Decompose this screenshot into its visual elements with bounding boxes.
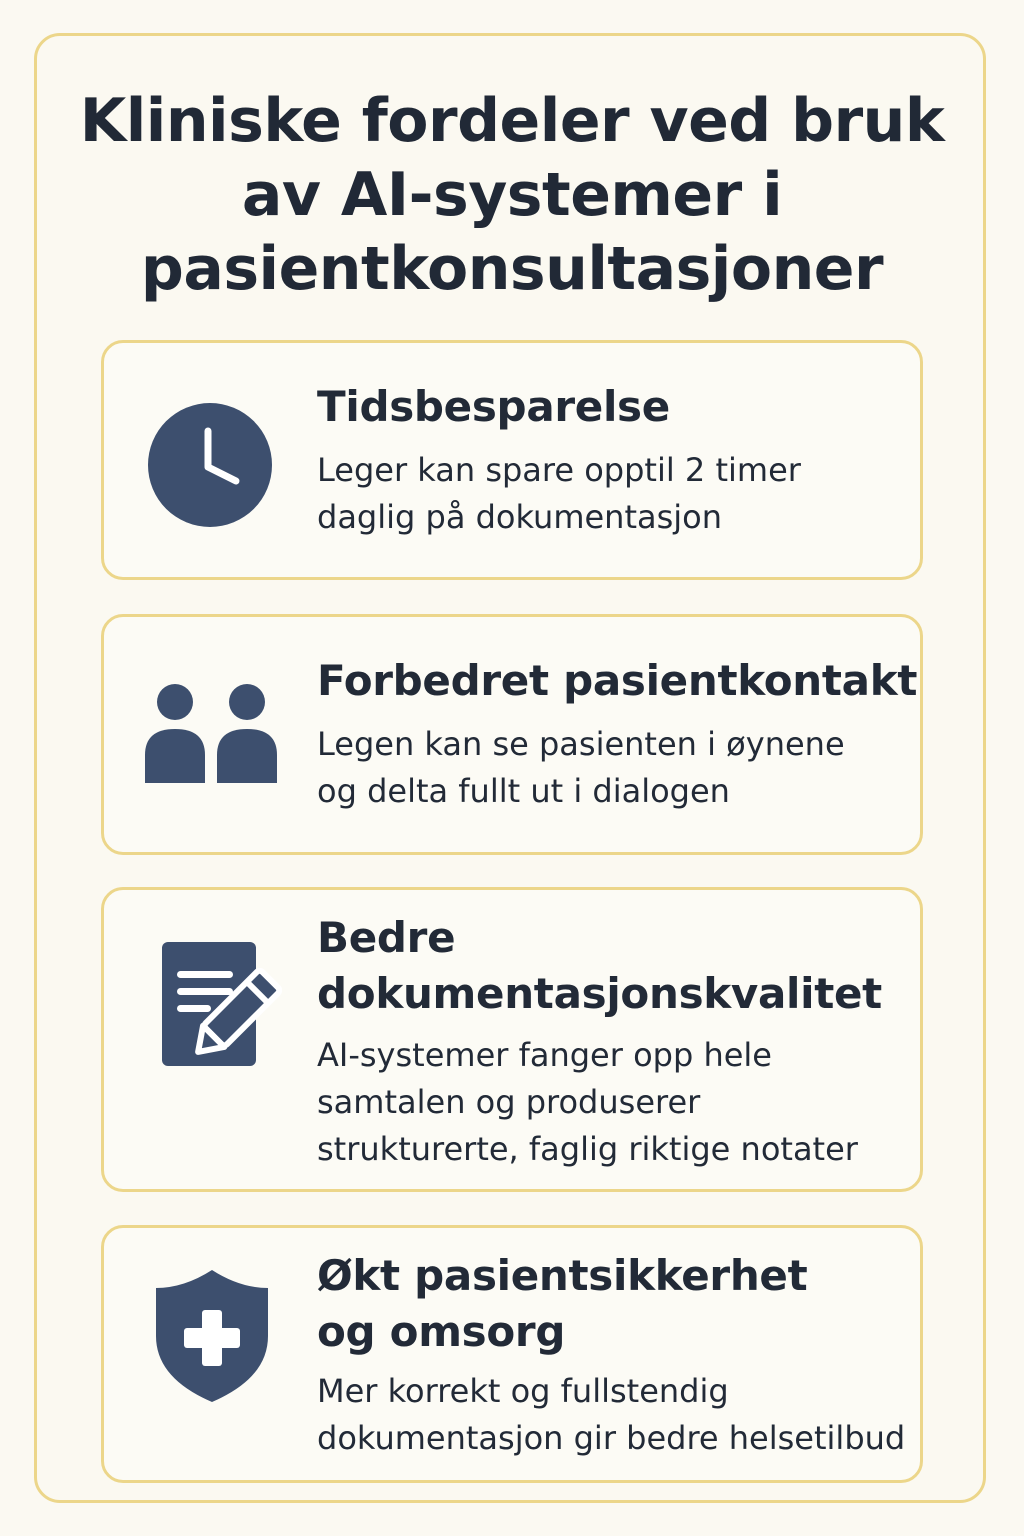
benefit-description (317, 721, 906, 815)
description-line: Legen kan se pasienten i øynene (317, 725, 845, 763)
clock-icon (142, 395, 282, 535)
benefit-card-documentation-quality (101, 887, 923, 1192)
heading-line: Forbedret pasientkontakt (317, 656, 918, 705)
benefit-card-time-saving (101, 340, 923, 580)
benefit-heading (317, 653, 918, 709)
heading-line: og omsorg (317, 1307, 566, 1356)
title-line: av AI-systemer i (241, 160, 783, 230)
benefit-description (317, 447, 906, 541)
heading-line: Tidsbesparelse (317, 382, 670, 431)
description-line: AI-systemer fanger opp hele (317, 1036, 772, 1074)
benefit-card-patient-contact (101, 614, 923, 855)
title-line: pasientkonsultasjoner (140, 234, 884, 304)
benefit-heading (317, 1248, 900, 1360)
benefit-heading (317, 379, 900, 435)
heading-line: Bedre (317, 913, 456, 962)
description-line: og delta fullt ut i dialogen (317, 772, 730, 810)
description-line: strukturerte, faglig riktige notater (317, 1130, 858, 1168)
page-title (0, 84, 1024, 306)
description-line: daglig på dokumentasjon (317, 498, 723, 536)
benefit-card-patient-safety (101, 1225, 923, 1483)
shield-plus-icon (142, 1266, 282, 1406)
people-icon (142, 669, 282, 809)
description-line: dokumentasjon gir bedre helsetilbud (317, 1419, 906, 1457)
benefit-description (317, 1368, 906, 1462)
benefit-description (317, 1032, 906, 1173)
heading-line: dokumentasjonskvalitet (317, 969, 882, 1018)
benefit-heading (317, 910, 900, 1022)
heading-line: Økt pasientsikkerhet (317, 1251, 808, 1300)
title-line: Kliniske fordeler ved bruk (79, 86, 945, 156)
description-line: samtalen og produserer (317, 1083, 701, 1121)
description-line: Mer korrekt og fullstendig (317, 1372, 729, 1410)
description-line: Leger kan spare opptil 2 timer (317, 451, 801, 489)
document-edit-icon (142, 938, 282, 1078)
